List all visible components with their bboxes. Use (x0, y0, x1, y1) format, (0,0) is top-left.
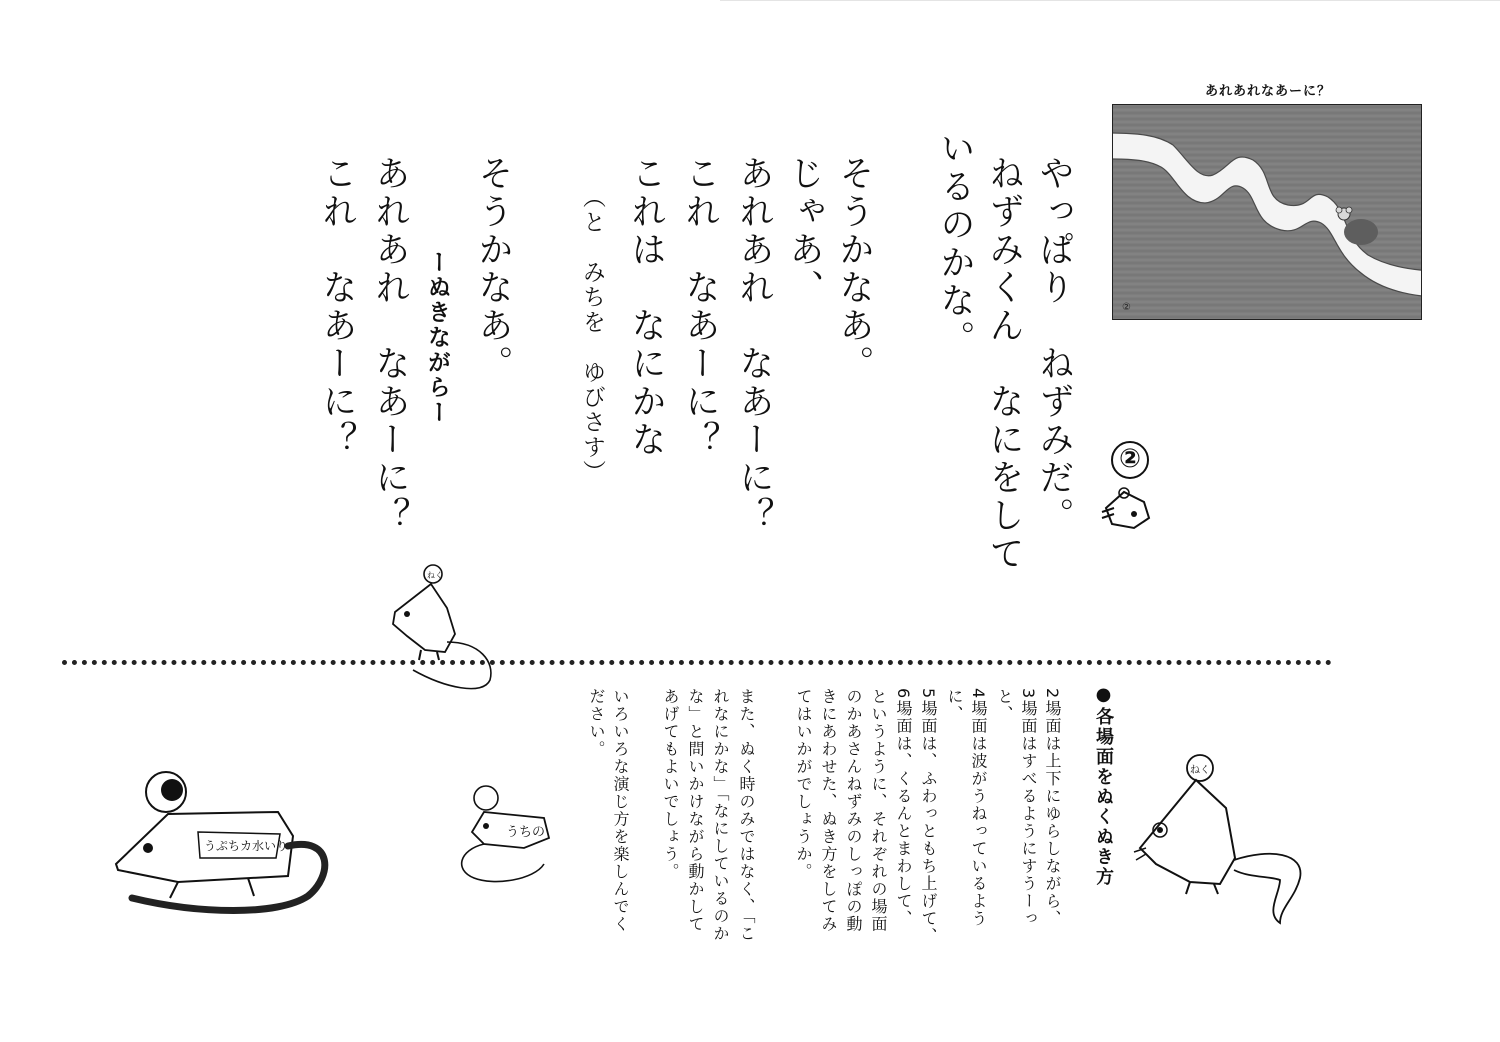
notes-line-8: というように、それぞれの場面 (869, 688, 888, 933)
notes-heading: ●各場面をぬくぬき方 (1093, 684, 1114, 887)
notes-line-1: 2場面は上下にゆらしながら、 (1043, 688, 1062, 928)
script-line-1: やっぱり ねずみだ。 (1034, 155, 1074, 535)
scene-number-badge: ② (1111, 441, 1149, 479)
notes-line-7: 6場面は、くるんとまわして、 (894, 688, 913, 928)
large-mouse-cap-label: ねく (1190, 765, 1210, 776)
big-mouse-label: うぷちカ水いり (204, 839, 289, 853)
scene-corner-number: ② (1122, 302, 1131, 313)
small-mouse-head-doodle (1094, 484, 1158, 536)
small-mouse-doodle (454, 780, 559, 890)
script-line-2: ねずみくん なにをして (984, 155, 1024, 573)
script-line-5: じゃあ、 (784, 155, 824, 307)
large-mouse-doodle (1130, 748, 1315, 933)
script-line-7: これ なあーに？ (680, 155, 720, 459)
notes-line-4: 4場面は波がうねっているよう (969, 688, 988, 928)
scene-caption: あれあれなあーに？ (1204, 84, 1331, 99)
script-line-9: そうかなあ。 (473, 155, 513, 383)
dotted-divider (62, 660, 1332, 665)
notes-line-6: 5場面は、ふわっともち上げて、 (919, 688, 938, 945)
small-mouse-label: うちの (506, 825, 546, 840)
mouse-cap-label: ねく (427, 571, 443, 580)
scene-illustration (1112, 104, 1422, 320)
scene-mouse-shadow (1344, 219, 1378, 245)
script-line-4: そうかなあ。 (834, 155, 874, 383)
standing-mouse-doodle (385, 562, 500, 702)
script-line-3: いるのかな。 (935, 130, 975, 358)
scan-top-edge (720, 0, 1500, 1)
script-line-6: あれあれ なあーに？ (734, 155, 774, 535)
stage-direction-1: （と みちを ゆびさす） (579, 185, 605, 485)
notes-line-11: てはいかがでしょうか。 (794, 688, 813, 881)
notes-line-16: いろいろな演じ方を楽しんでく (611, 688, 630, 933)
notes-line-9: のかあさんねずみのしっぽの動 (844, 688, 863, 933)
notes-line-15: あげてもよいでしょう。 (661, 688, 680, 881)
notes-line-3: と、 (995, 688, 1014, 723)
notes-line-12: また、ぬく時のみではなく、「こ (737, 688, 756, 943)
notes-line-5: に、 (945, 688, 964, 723)
script-line-8: これは なにかな (626, 155, 666, 459)
notes-line-10: きにあわせた、ぬき方をしてみ (819, 688, 838, 933)
stage-direction-2: ーぬきながらー (424, 250, 450, 425)
big-mouse-doodle (108, 766, 348, 926)
script-line-11: これ なあーに？ (317, 155, 357, 459)
notes-line-17: ださい。 (587, 688, 606, 758)
notes-line-13: れなにかな」「なにしているのか (711, 688, 730, 943)
script-line-10: あれあれ なあーに？ (370, 155, 410, 535)
notes-line-2: 3場面はすべるようにすうーっ (1019, 688, 1038, 928)
notes-line-14: な」と問いかけながら動かして (686, 688, 705, 933)
